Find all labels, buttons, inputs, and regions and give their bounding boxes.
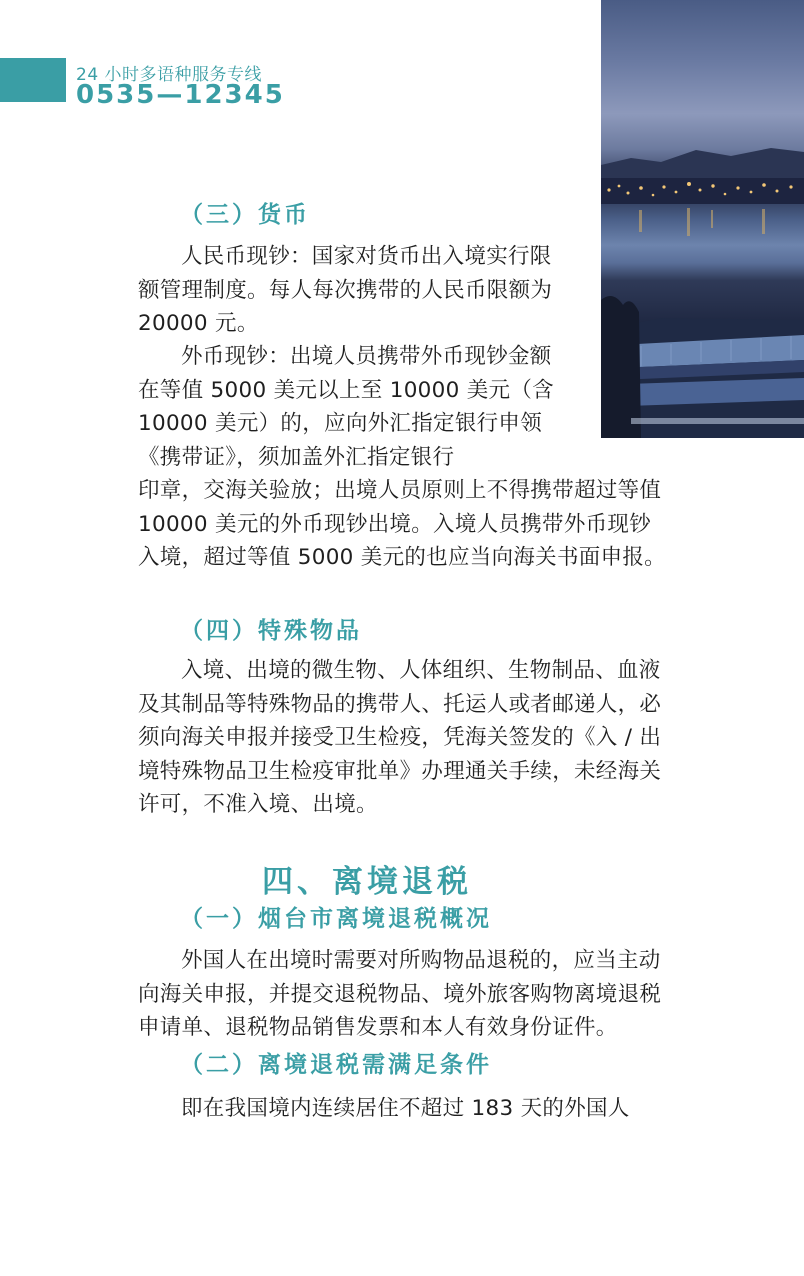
harbor-photo-drawing [601,0,804,438]
paragraph-tax-refund-overview: 外国人在出境时需要对所购物品退税的，应当主动向海关申报，并提交退税物品、境外旅客购物离境退税申请单、退税物品销售发票和本人有效身份证件。 [138,948,662,1040]
heading-currency: （三）货币 [180,201,310,228]
heading-tax-refund-overview: （一）烟台市离境退税概况 [180,905,492,932]
paragraph-foreign-cash-top: 外币现钞：出境人员携带外币现钞金额在等值 5000 美元以上至 10000 美元（含 10000 美元）的，应向外汇指定银行申领《携带证》，须加盖外汇指定银行 [138,344,554,470]
heading-special-items: （四）特殊物品 [180,617,362,644]
paragraph-foreign-cash-bottom: 印章，交海关验放；出境人员原则上不得携带超过等值 10000 美元的外币现钞出境。入境人员携带外币现钞入境，超过等值 5000 美元的也应当向海关书面申报。 [138,478,666,570]
paragraph-rmb-cash: 人民币现钞：国家对货币出入境实行限额管理制度。每人每次携带的人民币限额为 20000 元。 [138,244,553,336]
section-title-tax-refund: 四、离境退税 [262,864,472,900]
harbor-night-photo [601,0,804,438]
hotline-number: 0535—12345 [76,80,285,110]
heading-tax-refund-conditions: （二）离境退税需满足条件 [180,1051,492,1078]
paragraph-tax-refund-conditions: 即在我国境内连续居住不超过 183 天的外国人 [181,1096,630,1121]
header-accent-bar [0,58,66,102]
paragraph-special-items: 入境、出境的微生物、人体组织、生物制品、血液及其制品等特殊物品的携带人、托运人或者邮递人，必须向海关申报并接受卫生检疫，凭海关签发的《入 / 出境特殊物品卫生检疫审批单》办理通关手续，未经海关许可，不准入境、出境。 [138,658,662,817]
hotline-label: 24 小时多语种服务专线 [76,65,263,85]
